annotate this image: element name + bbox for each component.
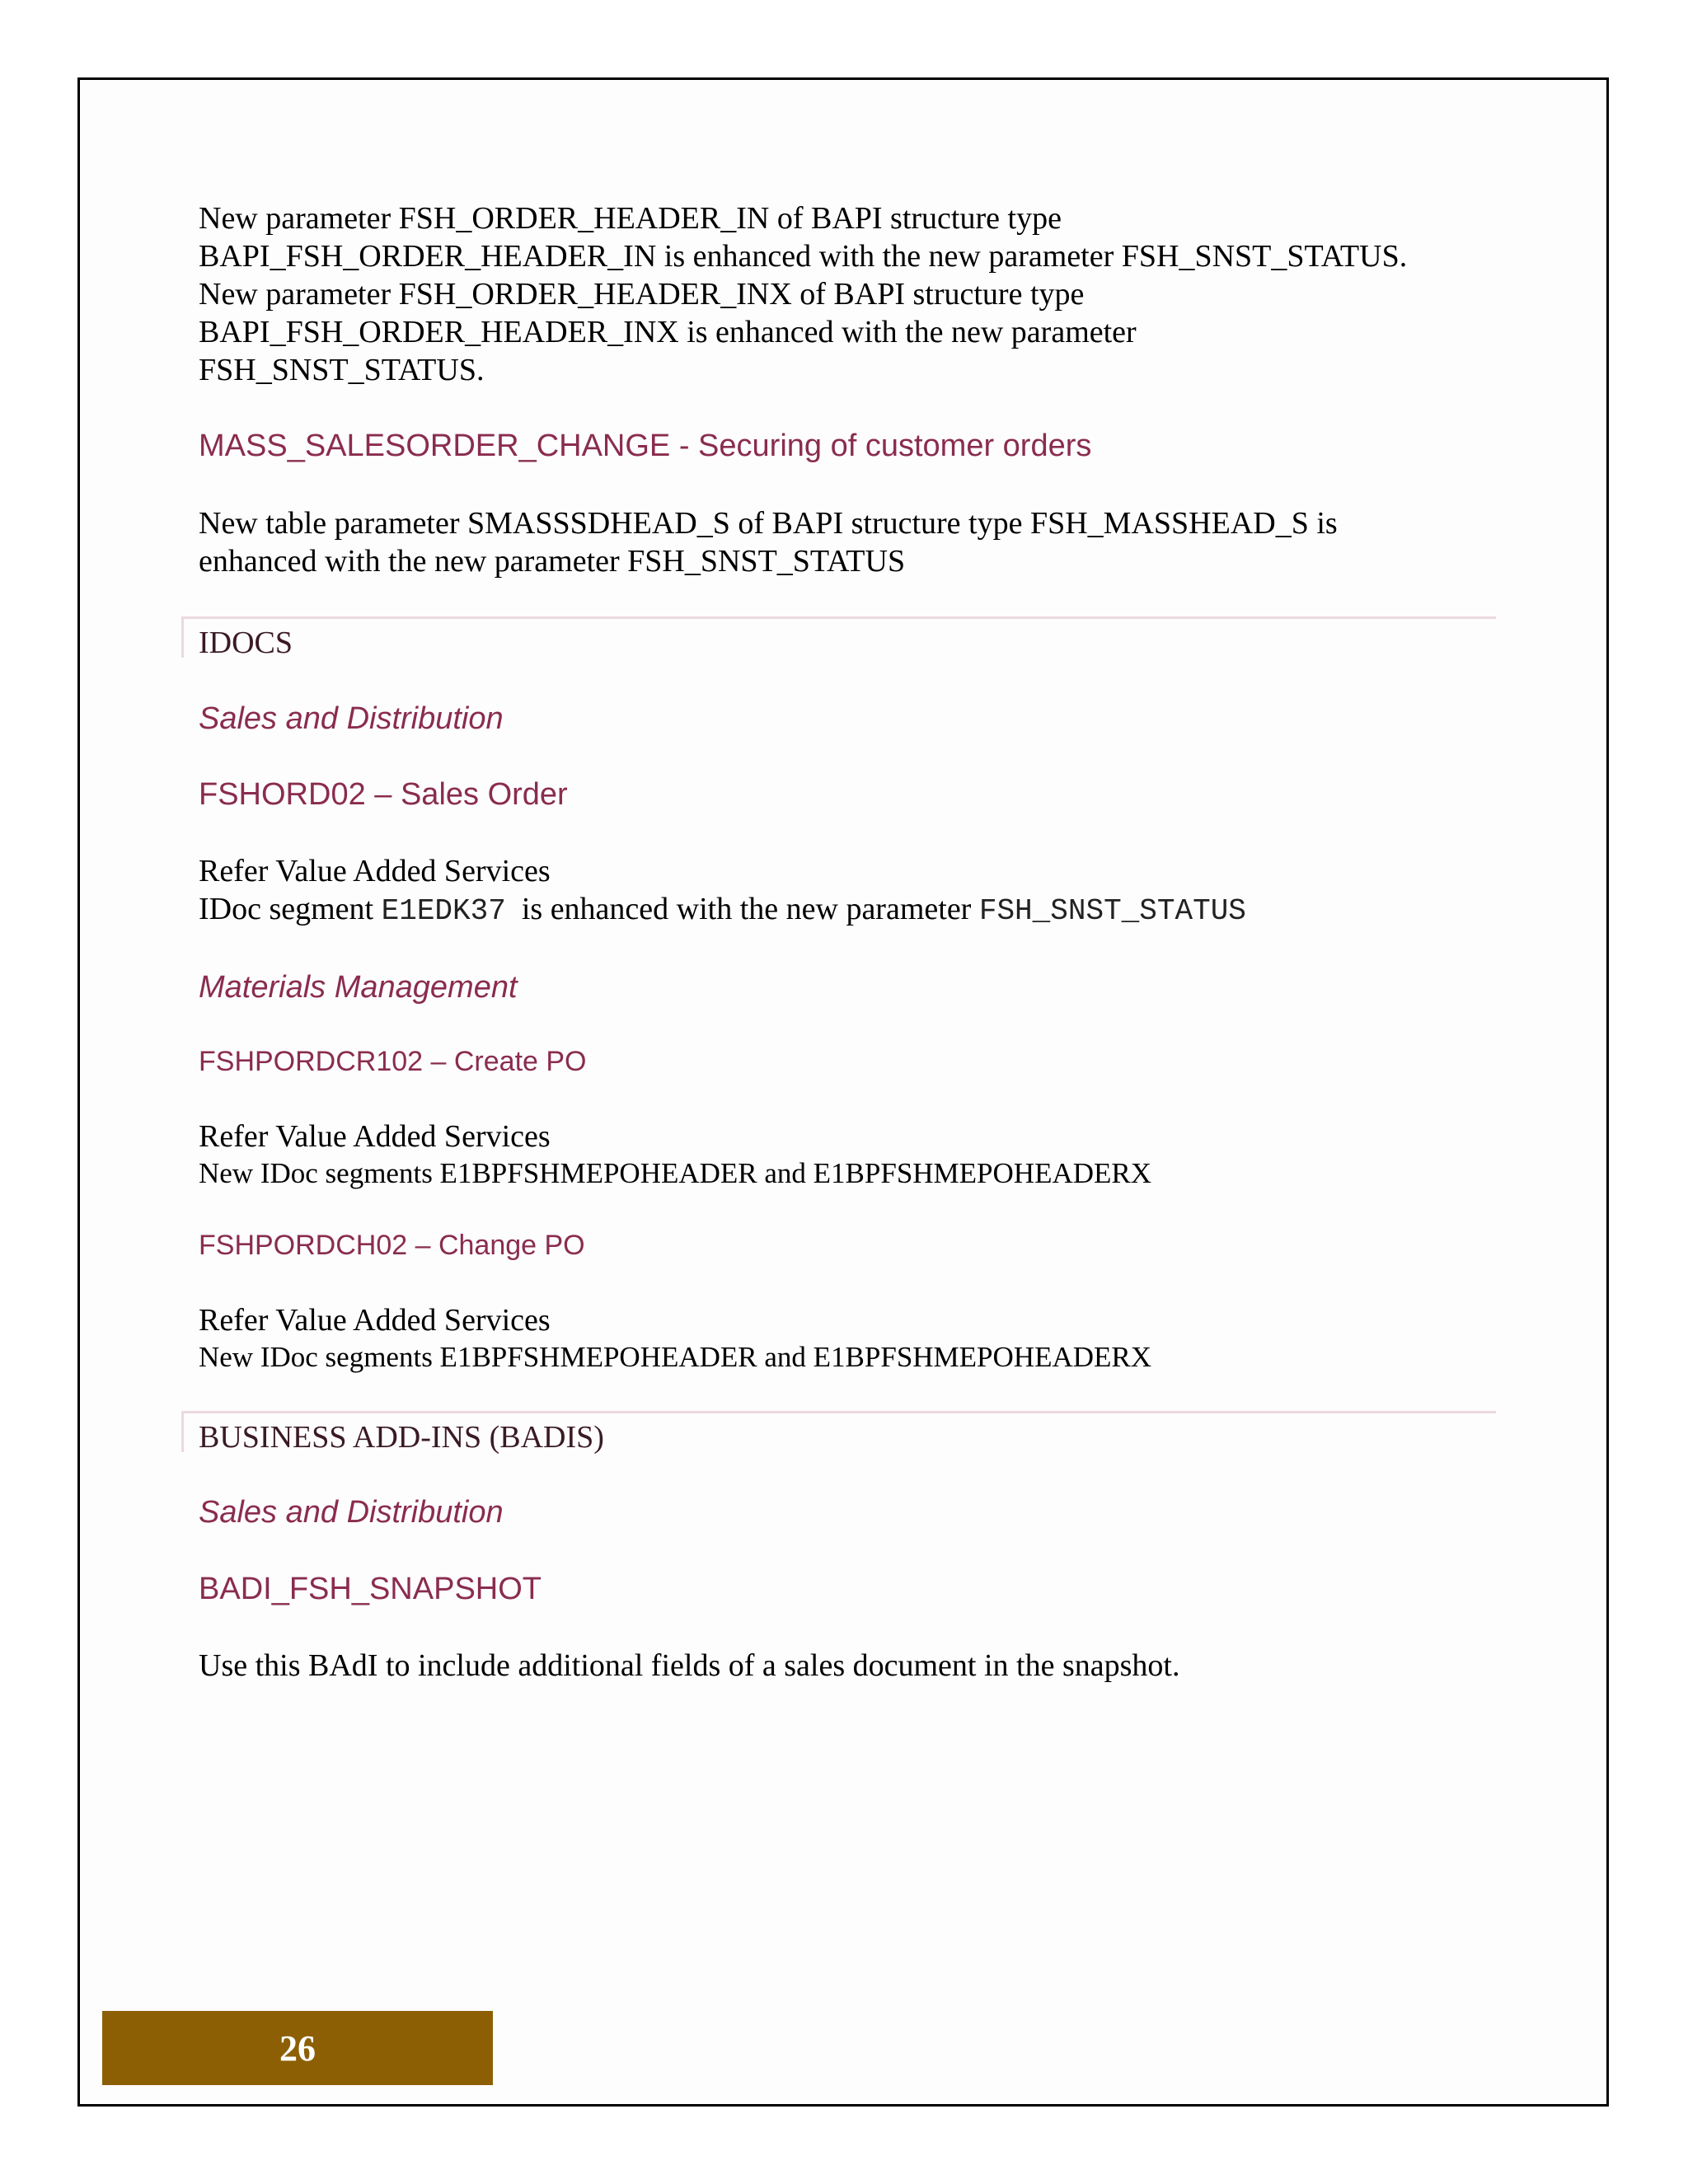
- page-number: 26: [102, 2011, 493, 2085]
- change-po-heading: FSHPORDCH02 – Change PO: [199, 1230, 585, 1261]
- mm-heading: Materials Management: [199, 970, 518, 1005]
- create-po-heading: FSHPORDCR102 – Create PO: [199, 1046, 587, 1077]
- sd-heading: Sales and Distribution: [199, 701, 504, 736]
- segment-code: E1EDK37: [381, 894, 506, 928]
- text-line: FSH_SNST_STATUS.: [199, 353, 485, 387]
- segment-mid: is enhanced with the new parameter: [521, 892, 972, 926]
- text-line: Refer Value Added Services: [199, 1119, 551, 1154]
- segment-prefix: IDoc segment: [199, 892, 374, 926]
- fshord02-paragraph: [199, 852, 1484, 930]
- mass-change-paragraph: [199, 504, 1484, 580]
- text-line: BAPI_FSH_ORDER_HEADER_INX is enhanced with the new parameter: [199, 315, 1137, 349]
- badis-sd-heading: Sales and Distribution: [199, 1495, 504, 1530]
- create-po-paragraph: [199, 1118, 1484, 1192]
- text-line: New table parameter SMASSSDHEAD_S of BAPI structure type FSH_MASSHEAD_S is: [199, 506, 1338, 541]
- text-line: New IDoc segments E1BPFSHMEPOHEADER and E1BPFSHMEPOHEADERX: [199, 1341, 1152, 1373]
- bapi-params-paragraph: [199, 199, 1484, 389]
- text-line: New IDoc segments E1BPFSHMEPOHEADER and E1BPFSHMEPOHEADERX: [199, 1157, 1152, 1189]
- segment-line: [199, 890, 1484, 930]
- text-line: New parameter FSH_ORDER_HEADER_INX of BAPI structure type: [199, 277, 1085, 312]
- segment-param: FSH_SNST_STATUS: [978, 894, 1246, 928]
- text-line: BAPI_FSH_ORDER_HEADER_IN is enhanced with the new parameter FSH_SNST_STATUS.: [199, 239, 1408, 274]
- section-divider: [181, 616, 1496, 658]
- badi-description: Use this BAdI to include additional fields of a sales document in the snapshot.: [199, 1648, 1180, 1683]
- section-title-idocs: IDOCS: [199, 626, 293, 660]
- text-line: Refer Value Added Services: [199, 854, 551, 888]
- change-po-paragraph: [199, 1301, 1484, 1376]
- text-line: enhanced with the new parameter FSH_SNST_STATUS: [199, 544, 906, 579]
- badi-heading: BADI_FSH_SNAPSHOT: [199, 1572, 542, 1606]
- fshord02-heading: FSHORD02 – Sales Order: [199, 777, 568, 812]
- section-title-badis: BUSINESS ADD-INS (BADIS): [199, 1420, 604, 1455]
- text-line: New parameter FSH_ORDER_HEADER_IN of BAPI structure type: [199, 201, 1062, 236]
- text-line: Refer Value Added Services: [199, 1303, 551, 1338]
- mass-change-heading: MASS_SALESORDER_CHANGE - Securing of customer orders: [199, 429, 1092, 463]
